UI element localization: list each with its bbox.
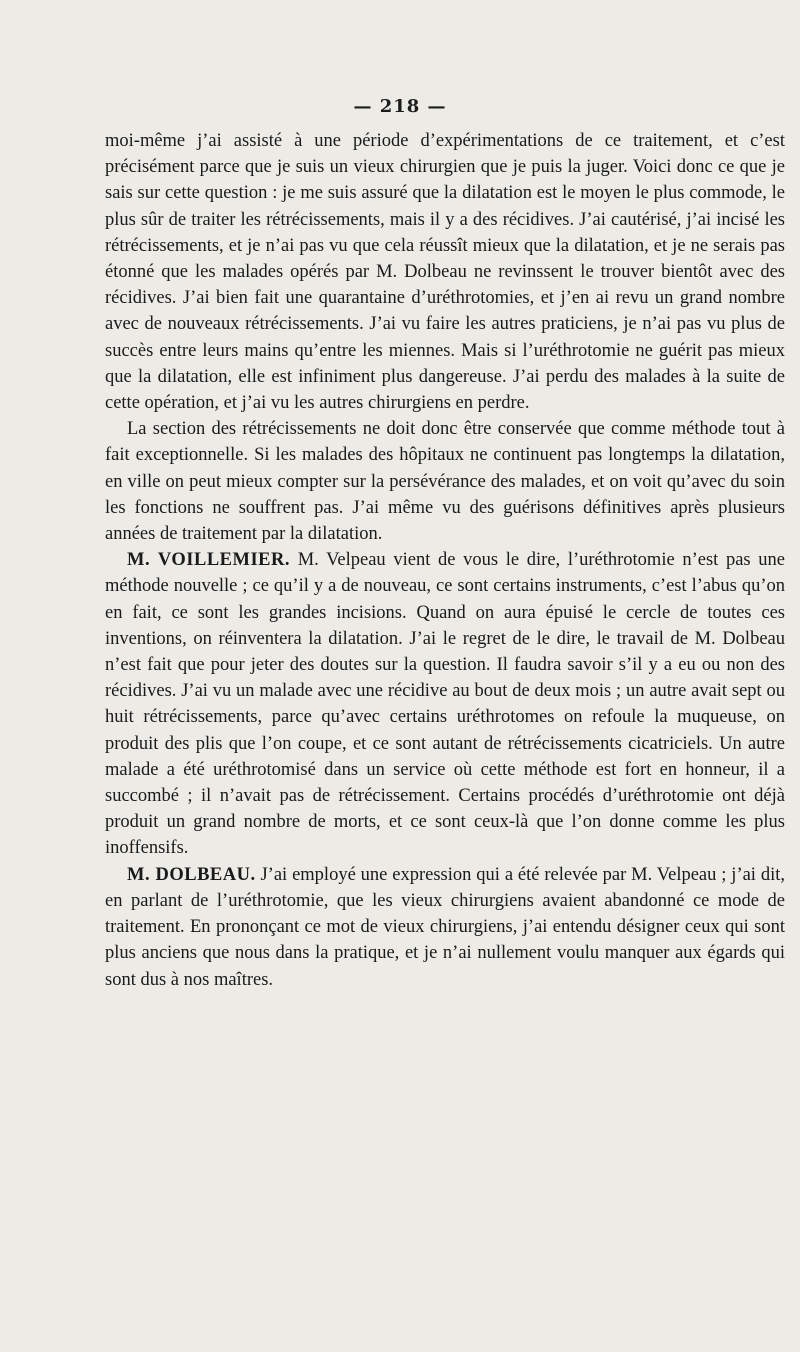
paragraph-3-text: M. Velpeau vient de vous le dire, l’uréthrotomie n’est pas une méthode nouvelle ; ce qu’il y a de nouveau, ce sont certains instruments, c’est l’abus qu’on en fait, ce sont les grandes incisions. Quand on aura épuisé le cercle de toutes ces inventions, on réinventera la dilatation. J’ai le regret de le dire, le travail de M. Dolbeau n’est fait que pour jeter des doutes sur la question. Il faudra savoir s’il y a eu ou non des récidives. J’ai vu un malade avec une récidive au bout de deux mois ; un autre avait sept ou huit rétrécissements, parce qu’avec certains uréthrotomes on refoule la muqueuse, on produit des plis que l’on coupe, et ce sont autant de rétrécissements cicatriciels. Un autre malade a été uréthrotomisé dans un service où cette méthode est fort en honneur, il a succombé ; il n’avait pas de rétrécissement. Certains procédés d’uréthrotomie ont déjà produit un grand nombre de morts, et ce sont ceux-là que l’on donne comme les plus inoffensifs. bbox=[105, 550, 786, 859]
speaker-voillemier: M. VOILLEMIER. bbox=[127, 550, 291, 571]
page-number: — 218 — bbox=[353, 96, 447, 117]
body-text bbox=[105, 128, 785, 993]
paragraph-2 bbox=[105, 416, 785, 547]
paragraph-3 bbox=[105, 547, 785, 861]
paragraph-4 bbox=[105, 862, 785, 993]
paragraph-1 bbox=[105, 128, 785, 416]
speaker-dolbeau: M. DOLBEAU. bbox=[127, 864, 256, 885]
paragraph-4-text: J’ai employé une expression qui a été relevée par M. Velpeau ; j’ai dit, en parlant de l’uréthrotomie, que les vieux chirurgiens avaient abandonné ce mode de traitement. En prononçant ce mot de vieux chirurgiens, j’ai entendu désigner ceux qui sont plus anciens que nous dans la pratique, et je n’ai nullement voulu manquer aux égards qui sont dus à nos maîtres. bbox=[105, 864, 785, 990]
paragraph-1-text: moi-même j’ai assisté à une période d’expérimentations de ce traitement, et c’est précisément parce que je suis un vieux chirurgien que je puis la juger. Voici donc ce que je sais sur cette question : je me suis assuré que la dilatation est le moyen le plus commode, le plus sûr de traiter les rétrécissements, mais il y a des récidives. J’ai cautérisé, j’ai incisé les rétrécissements, et je n’ai pas vu que cela réussît mieux que la dilatation, et je ne serais pas étonné que les malades opérés par M. Dolbeau ne revinssent le trouver bientôt avec des récidives. J’ai bien fait une quarantaine d’uréthrotomies, et j’en ai revu un grand nombre avec de nouveaux rétrécissements. J’ai vu faire les autres praticiens, je n’ai pas vu plus de succès entre leurs mains qu’entre les miennes. Mais si l’uréthrotomie ne guérit pas mieux que la dilatation, elle est infiniment plus dangereuse. J’ai perdu des malades à la suite de cette opération, et j’ai vu les autres chirurgiens en perdre. bbox=[105, 131, 785, 414]
paragraph-2-text: La section des rétrécissements ne doit donc être conservée que comme méthode tout à fait exceptionnelle. Si les malades des hôpitaux ne continuent pas longtemps la dilatation, en ville on peut mieux compter sur la persévérance des malades, et on voit qu’avec du soin les fonctions ne souffrent pas. J’ai même vu des guérisons définitives après plusieurs années de traitement par la dilatation. bbox=[105, 419, 785, 545]
